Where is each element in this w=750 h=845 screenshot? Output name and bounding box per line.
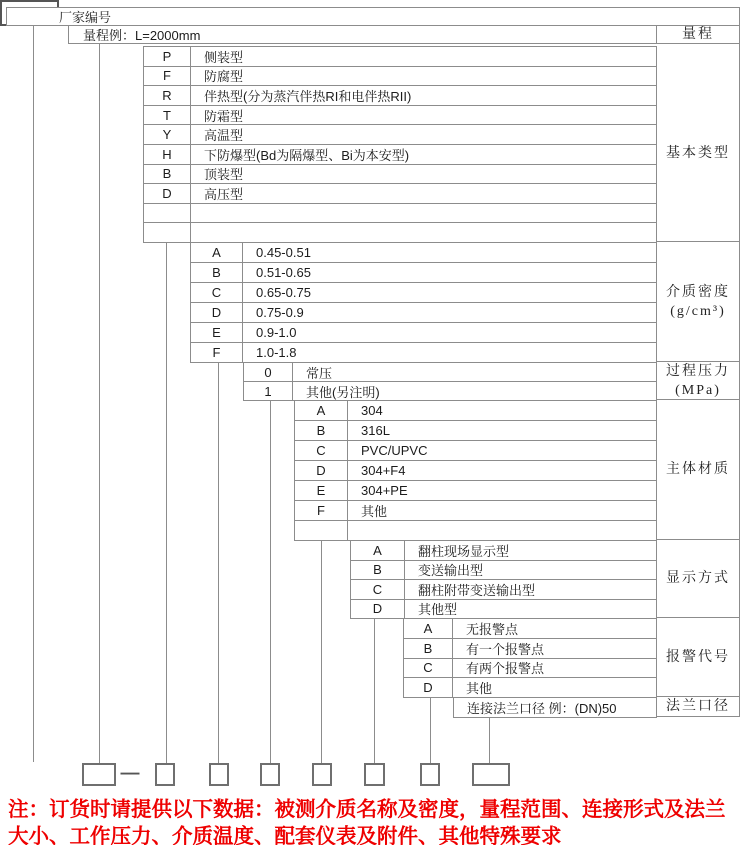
table-row — [294, 460, 657, 480]
table-row — [403, 638, 657, 658]
option-code-cell: A — [190, 243, 243, 262]
table-row — [190, 322, 657, 342]
table-row — [403, 618, 657, 638]
option-code-cell: D — [350, 600, 405, 619]
side-label-text: 显示方式 — [666, 571, 730, 586]
table-row — [403, 658, 657, 678]
option-desc-cell: PVC/UPVC — [348, 441, 657, 460]
option-code-cell: B — [143, 165, 191, 184]
option-desc-cell: 翻柱现场显示型 — [405, 541, 657, 560]
table-row — [190, 282, 657, 302]
table-row — [143, 144, 657, 164]
order-note-line1: 注：订货时请提供以下数据：被测介质名称及密度，量程范围、连接形式及法兰 — [8, 798, 726, 821]
option-code-cell — [143, 204, 191, 223]
side-label-text: 主体材质 — [666, 462, 730, 477]
option-desc-cell: 高压型 — [191, 184, 657, 203]
option-code-cell: C — [403, 659, 453, 678]
side-label-alarm-code — [657, 618, 740, 697]
option-desc-cell: 0.65-0.75 — [243, 283, 657, 302]
table-row — [190, 242, 657, 262]
display-mode-table — [350, 540, 657, 619]
option-desc-cell: 防霜型 — [191, 106, 657, 125]
side-label-basic-type — [657, 44, 740, 242]
table-row — [294, 500, 657, 520]
option-code-cell: T — [143, 106, 191, 125]
option-desc-cell: 0.75-0.9 — [243, 303, 657, 322]
option-code-cell: F — [294, 501, 348, 520]
table-row — [190, 262, 657, 282]
side-label-text: 过程压力 — [666, 363, 730, 379]
table-row — [143, 85, 657, 105]
model-range-box — [82, 763, 116, 786]
table-row — [350, 540, 657, 560]
option-code-cell: E — [190, 323, 243, 342]
option-desc-cell: 其他 — [348, 501, 657, 520]
option-code-cell: H — [143, 145, 191, 164]
option-code-cell: D — [403, 678, 453, 697]
connector-line-manufacturer — [33, 25, 34, 762]
table-row — [143, 46, 657, 66]
side-label-text: 基本类型 — [666, 146, 730, 161]
table-row — [294, 520, 657, 540]
side-label-density — [657, 242, 740, 362]
model-density-box — [209, 763, 229, 786]
option-desc-cell: 304+F4 — [348, 461, 657, 480]
connector-line-basic-type — [166, 243, 167, 763]
option-code-cell: C — [350, 580, 405, 599]
option-desc-cell — [191, 223, 657, 242]
alarm-code-table — [403, 618, 657, 698]
side-label-unit: (g/cm³) — [670, 303, 726, 319]
option-code-cell — [143, 223, 191, 242]
table-row — [294, 420, 657, 440]
side-label-text: 介质密度 — [666, 284, 730, 300]
model-display-mode-box — [364, 763, 385, 786]
option-desc-cell: 其他型 — [405, 600, 657, 619]
pressure-table — [243, 362, 657, 401]
option-desc-cell: 其他 — [453, 678, 657, 697]
option-code-cell: F — [190, 343, 243, 362]
option-desc-cell: 顶装型 — [191, 165, 657, 184]
model-pressure-box — [260, 763, 280, 786]
option-desc-cell: 变送输出型 — [405, 561, 657, 580]
table-row — [143, 124, 657, 144]
option-code-cell: C — [294, 441, 348, 460]
option-code-cell: F — [143, 67, 191, 86]
order-note — [8, 797, 738, 845]
side-label-text: 法兰口径 — [666, 699, 730, 714]
manufacturer-number-cell — [6, 7, 740, 26]
option-desc-cell: 高温型 — [191, 125, 657, 144]
table-row — [190, 342, 657, 362]
table-row — [350, 599, 657, 619]
side-label-flange-size — [657, 697, 740, 717]
connector-line-range — [99, 44, 100, 763]
connector-line-pressure — [270, 400, 271, 763]
option-code-cell: B — [350, 561, 405, 580]
table-row — [403, 677, 657, 697]
connector-line-flange-size — [489, 717, 490, 763]
option-desc-cell: 0.51-0.65 — [243, 263, 657, 282]
option-desc-cell: 304 — [348, 401, 657, 420]
option-code-cell: R — [143, 86, 191, 105]
option-code-cell: C — [190, 283, 243, 302]
option-desc-cell — [348, 521, 657, 540]
connector-line-material — [321, 540, 322, 763]
table-row — [143, 66, 657, 86]
option-code-cell: A — [403, 619, 453, 638]
option-code-cell: B — [190, 263, 243, 282]
option-desc-cell: 316L — [348, 421, 657, 440]
model-alarm-code-box — [420, 763, 440, 786]
table-row — [143, 222, 657, 242]
option-code-cell — [294, 521, 348, 540]
side-label-text: 量程 — [682, 27, 714, 42]
side-label-range — [657, 25, 740, 44]
option-code-cell: 0 — [243, 363, 293, 381]
table-row — [294, 400, 657, 420]
connector-line-alarm-code — [430, 697, 431, 763]
side-label-unit: (MPa) — [675, 382, 721, 398]
option-desc-cell: 0.9-1.0 — [243, 323, 657, 342]
side-label-material — [657, 400, 740, 540]
order-note-line2: 大小、工作压力、介质温度、配套仪表及附件、其他特殊要求 — [8, 824, 562, 845]
range-example-label: 量程例：L=2000mm — [83, 28, 201, 43]
table-row — [294, 480, 657, 500]
option-desc-cell — [191, 204, 657, 223]
model-basic-type-box — [155, 763, 175, 786]
option-desc-cell: 翻柱附带变送输出型 — [405, 580, 657, 599]
material-table — [294, 400, 657, 541]
option-desc-cell: 304+PE — [348, 481, 657, 500]
side-label-pressure — [657, 362, 740, 400]
range-example-cell — [68, 25, 657, 44]
model-material-box — [312, 763, 332, 786]
side-label-text: 报警代号 — [666, 649, 730, 665]
table-row — [143, 105, 657, 125]
table-row — [190, 302, 657, 322]
option-desc-cell: 防腐型 — [191, 67, 657, 86]
option-code-cell: Y — [143, 125, 191, 144]
option-desc-cell: 有一个报警点 — [453, 639, 657, 658]
side-label-display-mode — [657, 540, 740, 618]
option-code-cell: D — [294, 461, 348, 480]
option-desc-cell: 伴热型(分为蒸汽伴热RI和电伴热RII) — [191, 86, 657, 105]
option-code-cell: B — [294, 421, 348, 440]
option-code-cell: D — [190, 303, 243, 322]
table-row — [243, 362, 657, 381]
option-desc-cell: 下防爆型(Bd为隔爆型、Bi为本安型) — [191, 145, 657, 164]
option-desc-cell: 无报警点 — [453, 619, 657, 638]
connector-line-density — [218, 362, 219, 763]
flange-size-table — [453, 697, 657, 718]
density-table — [190, 242, 657, 363]
option-code-cell: A — [350, 541, 405, 560]
manufacturer-number-label: 厂家编号 — [59, 10, 112, 25]
table-row — [143, 203, 657, 223]
option-code-cell: B — [403, 639, 453, 658]
table-row — [350, 560, 657, 580]
table-row — [143, 183, 657, 203]
connector-line-display-mode — [374, 618, 375, 763]
table-row — [243, 381, 657, 400]
table-row — [350, 579, 657, 599]
table-row — [294, 440, 657, 460]
basic-type-table — [143, 46, 657, 243]
model-flange-size-box — [472, 763, 510, 786]
table-row — [453, 697, 657, 717]
option-code-cell: 1 — [243, 382, 293, 400]
option-desc-cell: 常压 — [293, 363, 657, 381]
option-code-cell: D — [143, 184, 191, 203]
option-desc-cell: 有两个报警点 — [453, 659, 657, 678]
option-desc-cell: 0.45-0.51 — [243, 243, 657, 262]
flange-desc-cell: 连接法兰口径 例：(DN)50 — [453, 698, 657, 717]
option-desc-cell: 侧装型 — [191, 47, 657, 66]
dash-separator: — — [120, 762, 140, 784]
option-desc-cell: 1.0-1.8 — [243, 343, 657, 362]
option-code-cell: A — [294, 401, 348, 420]
option-code-cell: P — [143, 47, 191, 66]
option-desc-cell: 其他(另注明) — [293, 382, 657, 400]
option-code-cell: E — [294, 481, 348, 500]
table-row — [143, 164, 657, 184]
